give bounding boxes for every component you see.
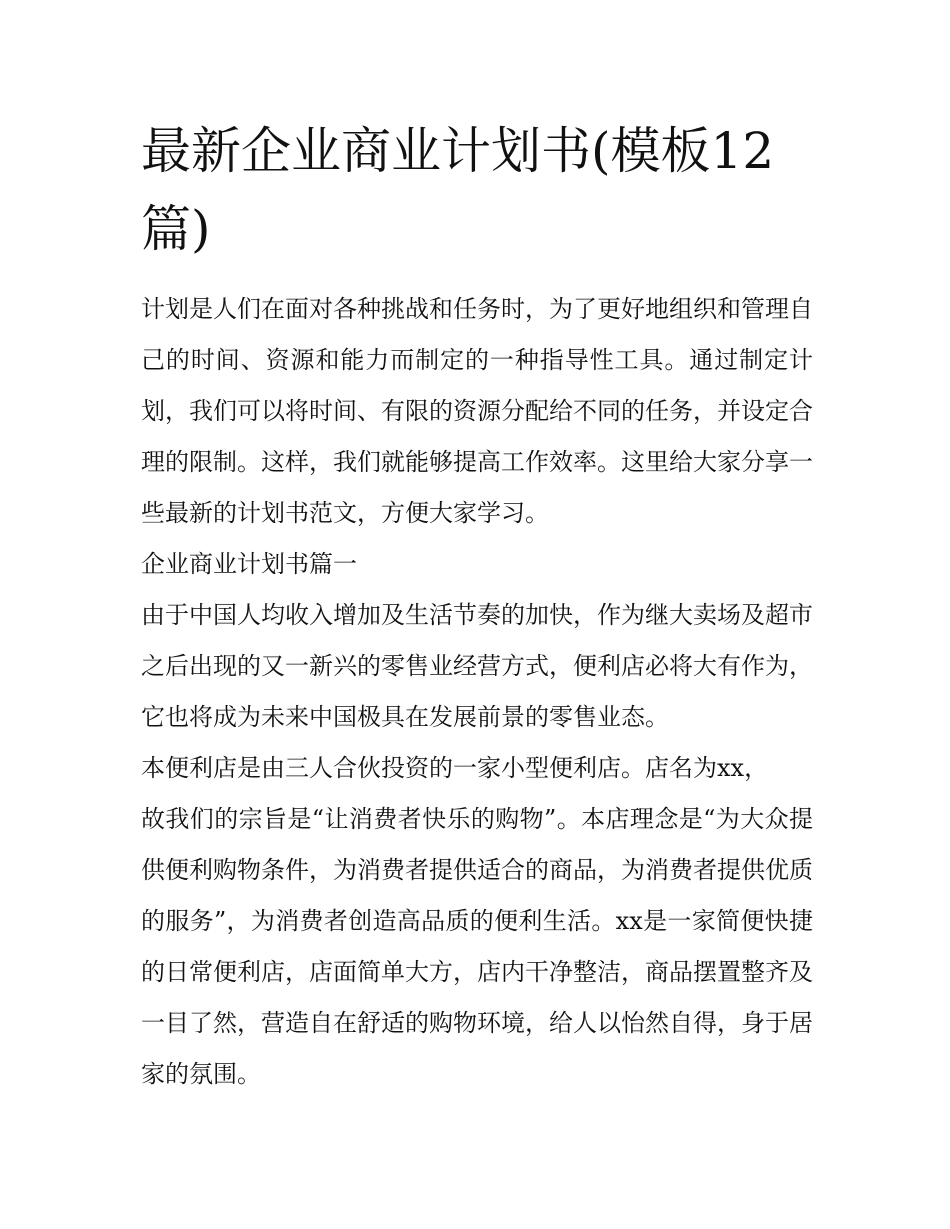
body-paragraph: 本便利店是由三人合伙投资的一家小型便利店。店名为xx， [141,754,769,782]
intro-paragraph: 计划是人们在面对各种挑战和任务时，为了更好地组织和管理自己的时间、资源和能力而制定的一种指导性工具。通过制定计划，我们可以将时间、有限的资源分配给不同的任务，并设定合理的限制。这样，我们就能够提高工作效率。这里给大家分享一些最新的计划书范文，方便大家学习。 [141,295,813,527]
section-heading: 企业商业计划书篇一 [141,550,357,578]
document-content [141,112,813,1100]
body-paragraph: 由于中国人均收入增加及生活节奏的加快，作为继大卖场及超市之后出现的又一新兴的零售业经营方式，便利店必将大有作为，它也将成为未来中国极具在发展前景的零售业态。 [141,601,813,731]
body-paragraph: 故我们的宗旨是“让消费者快乐的购物”。本店理念是“为大众提供便利购物条件，为消费者提供适合的商品，为消费者提供优质的服务”，为消费者创造高品质的便利生活。xx是一家简便快捷的日常便利店，店面简单大方，店内干净整洁，商品摆置整齐及一目了然，营造自在舒适的购物环境，给人以怡然自得，身于居家的氛围。 [141,805,813,1088]
document-title: 最新企业商业计划书(模板12篇) [141,122,775,258]
